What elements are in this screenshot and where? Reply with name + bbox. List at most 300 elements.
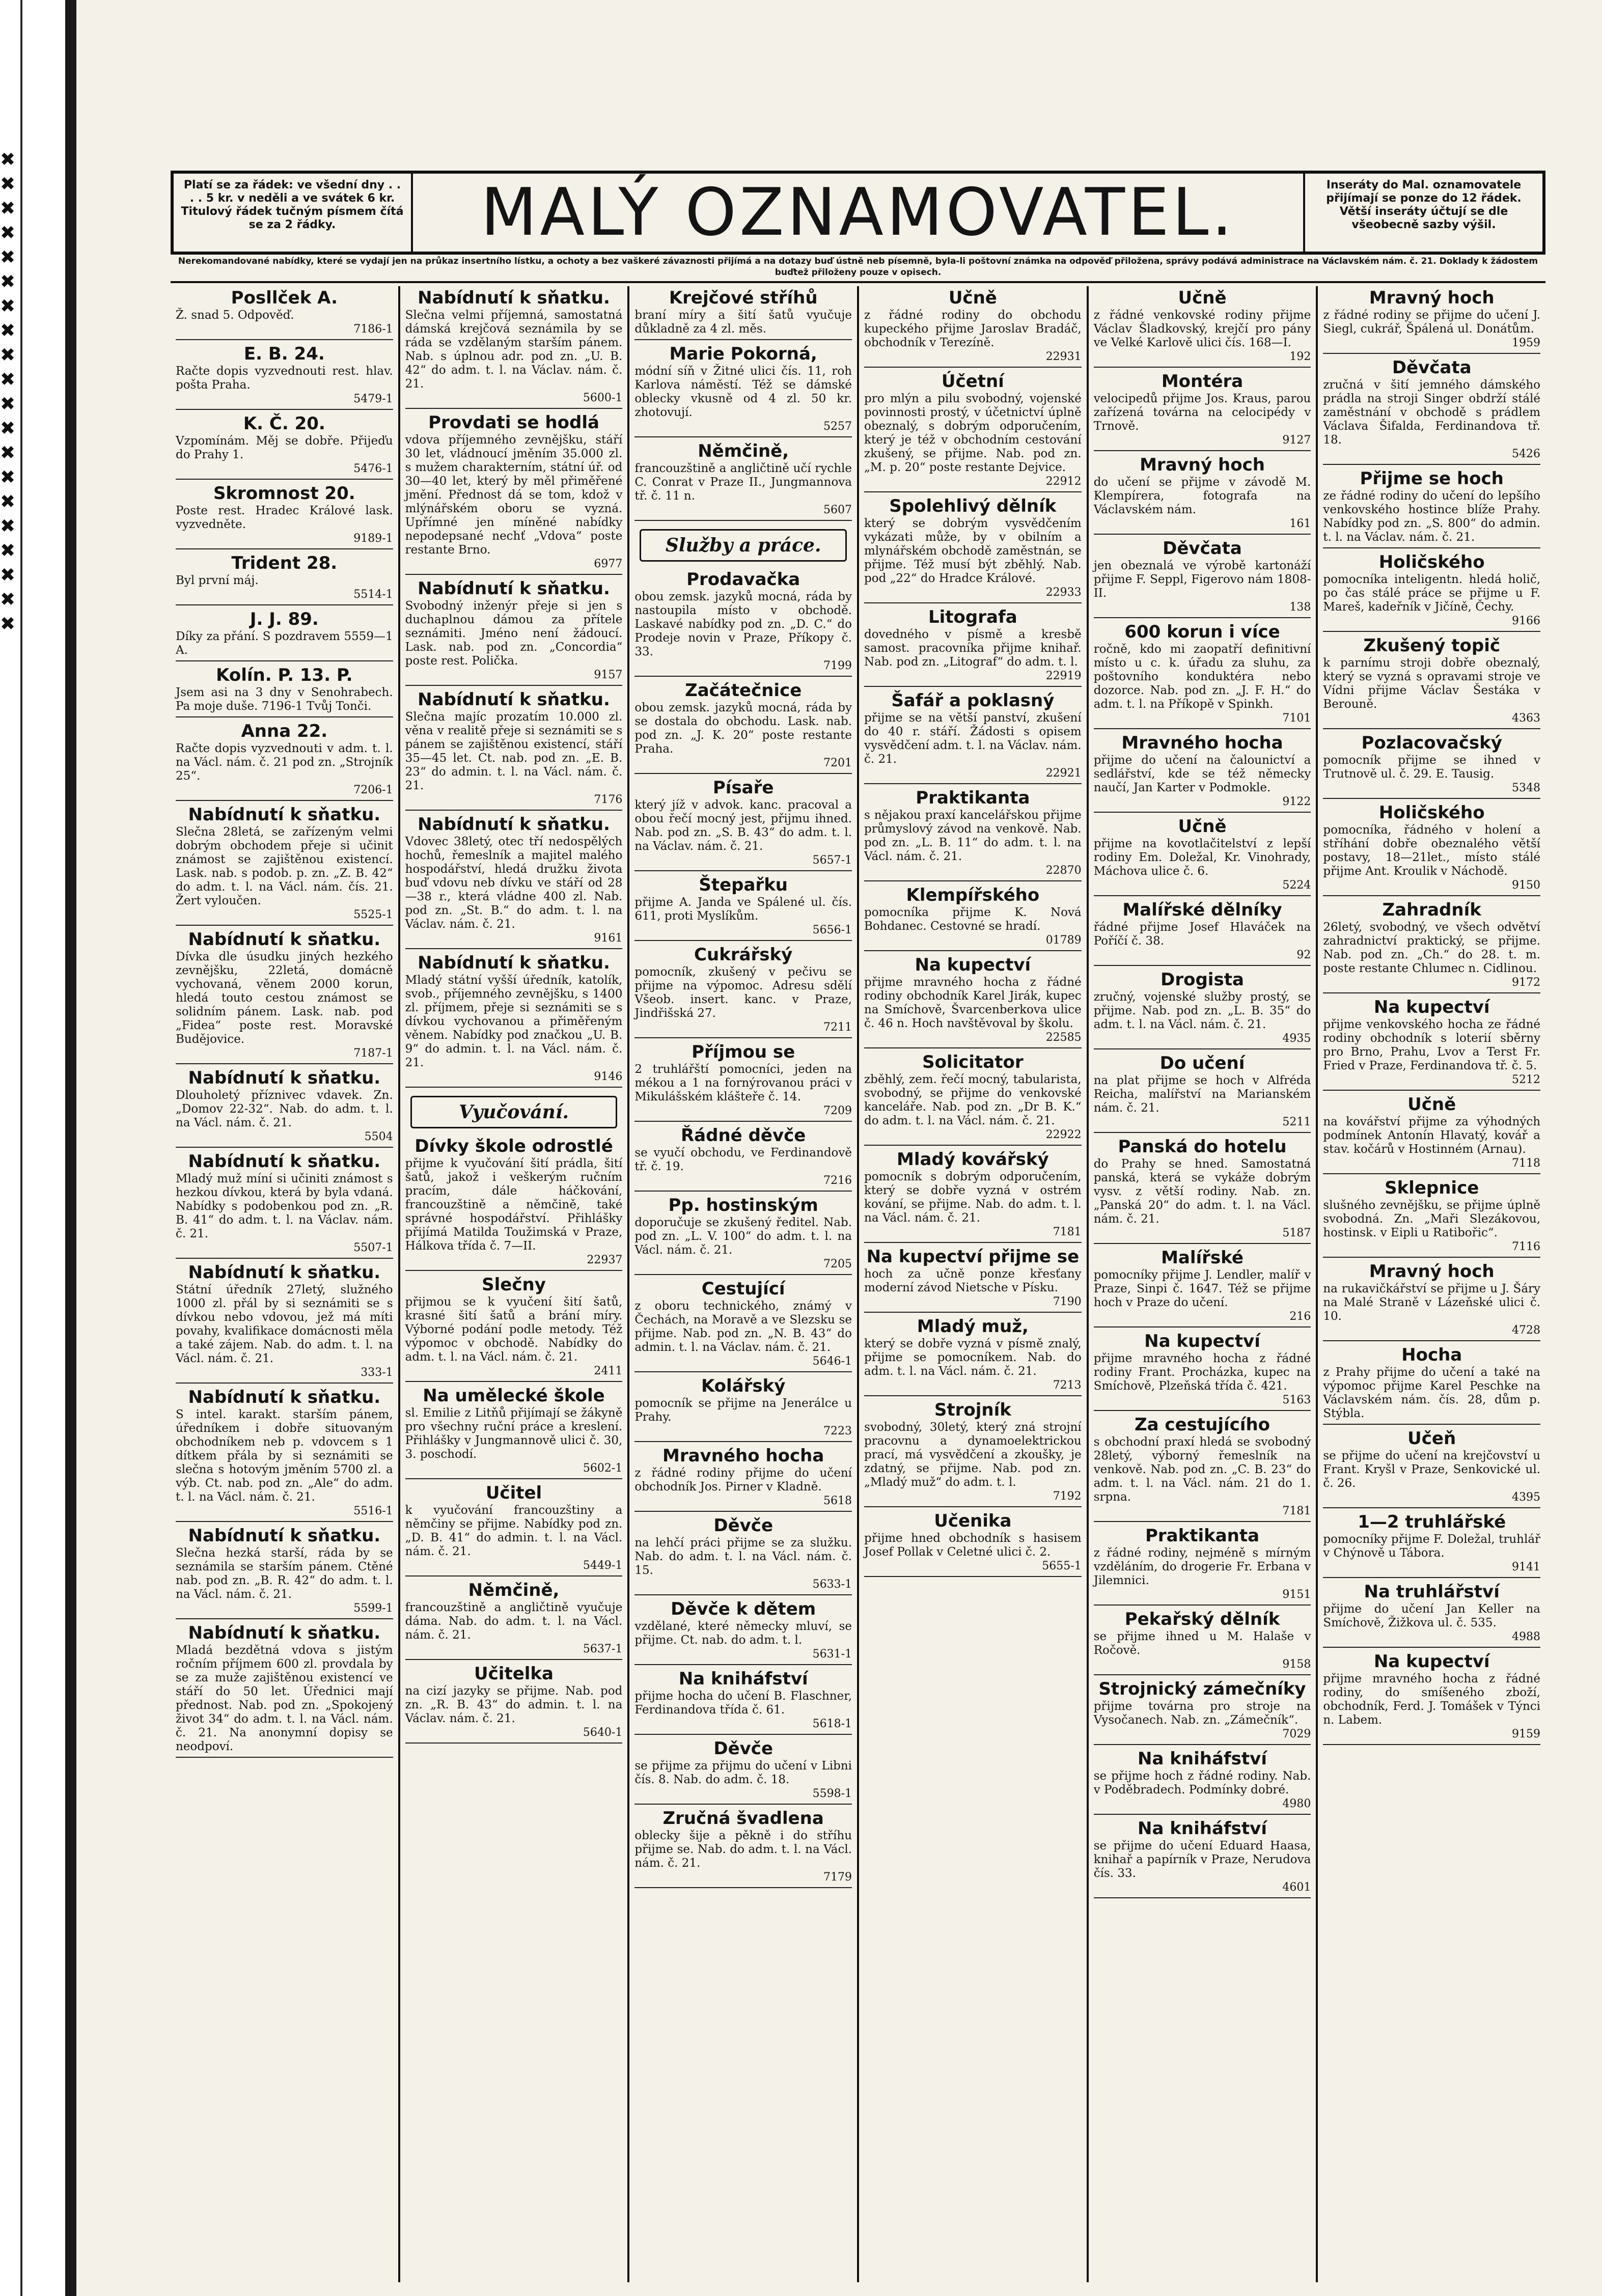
ad-body: přijme mravného hocha z řádné rodiny Frant. Procházka, kupec na Smíchově, Plzeňská třída č. 421. [1093,1352,1311,1393]
classified-ad [1094,1248,1311,1327]
classified-ad [1323,358,1540,465]
ad-number: 7211 [823,1021,852,1034]
classified-ad [864,1247,1082,1313]
ad-body: přijme do učení Jan Keller na Smíchově, Žižkova ul. č. 535. [1323,1602,1541,1629]
classified-ad [1323,1652,1540,1745]
ad-body: Byl první máj. [176,574,259,587]
ad-body: slušného zevnějšku, se přijme úplně svobodná. Zn. „Maři Slezákovou, hostinsk. v Eipli u Ratibořic“. [1323,1199,1541,1239]
ad-number: 22585 [1045,1031,1082,1044]
ad-body: k vyučování francouzštiny a němčiny se přijme. Nabídky pod zn. „D. B. 41“ do admin. t. l. na Václ. nám. č. 21. [405,1504,623,1558]
ad-body: se přijme hoch z řádné rodiny. Nab. v Poděbradech. Podmínky dobré. [1093,1769,1311,1796]
classified-ad [176,805,393,926]
ad-body: pro mlýn a pilu svobodný, vojenské povinnosti prostý, v účetnictví úplně obeznalý, s dobrým odporučením, který je též v obchodním cestování zkušený, se přijme. Nab. pod zn. „M. p. 20“ poste restante Dejvice. [864,392,1082,474]
ad-heading: Mladý kovářský [896,1149,1049,1170]
ad-body: přijmou se k vyučení šití šatů, krasné šití šatů a brání míry. Výborné podání podle metody. Též výpomoc v obchodě. Nabídky do adm. t. l. na Václ. nám. č. 21. [405,1295,623,1364]
ad-number: 5598-1 [812,1787,852,1800]
ad-heading: Cestující [701,1279,785,1299]
classified-ad [1094,1526,1311,1606]
ad-heading: Za cestujícího [1135,1415,1270,1435]
ad-heading: Nabídnutí k sňatku. [418,953,610,973]
ad-number: 5637-1 [583,1643,623,1655]
ad-heading: Na kupectví [915,955,1031,975]
ad-heading: Drogista [1161,970,1244,990]
ad-number: 138 [1289,601,1311,614]
ad-heading: Na truhlářství [1364,1582,1500,1602]
ad-body: oblecky šije a pěkně i do stříhu přijme se. Nab. do adm. t. l. na Václ. nám. č. 21. [634,1829,852,1870]
classified-ad [176,1388,393,1522]
classified-ad [405,1275,623,1382]
ad-number: 22870 [1045,864,1082,877]
classified-ad [1094,288,1311,368]
classified-ad [405,579,623,686]
classified-ad [176,414,393,480]
ad-heading: Strojník [934,1400,1011,1420]
classified-ad [176,1068,393,1148]
ad-heading: Učitel [485,1483,542,1503]
ad-body: Ž. snad 5. Odpověď. [176,309,294,322]
ad-body: přijme k vyučování šití prádla, šití šatů, jakož i veškerým ručním pracím, dále háčkování, francouzštině a němčině, také správné hospodářství. Přihlášky přijímá Matilda Toužimská v Praze, Hálkova třída č. 7—II. [405,1157,623,1253]
ad-body: pomocník se přijme na Jenerálce u Prahy. [634,1397,852,1424]
ad-body: vdova příjemného zevnějšku, stáří 30 let, vládnoucí jměním 35.000 zl. s mužem charakterním, státní úř. od 30—40 let, který by měl přiměřené jmění. Přednost dá se tom, kdož v mlýnářském oboru se vyzná. Upřímné jen míněné nabídky nepodepsané nechť „Vdova“ poste restante Brno. [405,433,623,557]
classified-ad [864,372,1082,492]
ad-number: 5656-1 [812,924,852,936]
ad-heading: Pp. hostinským [668,1195,818,1215]
ad-body: módní síň v Žitné ulici čís. 11, roh Karlova náměstí. Též se dámské oblecky vkusně od 4 zl. 50 kr. zhotovují. [634,365,852,419]
ad-heading: Cukrářský [694,945,793,965]
ad-number: 7216 [823,1174,852,1187]
classified-ad [176,1623,393,1758]
ad-body: Mladý státní vyšší úředník, katolík, svob., příjemného zevnějšku, s 1400 zl. příjmem, přeje si seznámiti se s dívkou vychovanou a přiměřeným věnem. Nabídky pod značkou „U. B. 9“ do admin. t. l. na Václ. nám. č. 21. [405,974,623,1069]
ad-number: 5476-1 [353,462,393,475]
ad-body: obou zemsk. jazyků mocná, ráda by nastoupila místo v obchodě. Laskavé nabídky pod zn. „D. C.“ do Prodeje novin v Praze, Příkopy č. 33. [634,590,852,658]
classified-ad [634,344,852,437]
page-title: MALÝ OZNAMOVATEL. [481,175,1235,251]
ad-number: 22912 [1045,475,1082,488]
ad-body: Jsem asi na 3 dny v Senohrabech. Pa moje duše. 7196-1 Tvůj Tonči. [176,686,393,713]
ad-heading: Děvče k dětem [671,1599,816,1619]
ad-body: pomocníka inteligentn. hledá holič, po čas stálé práce se přijme u F. Mareš, kadeřník v Jičíně, Čechy. [1323,573,1541,614]
ad-heading: Holičského [1378,552,1485,572]
ad-heading: Na kupectví [1373,997,1490,1017]
ad-body: 26letý, svobodný, ve všech odvětví zahradnictví praktický, se přijme. Nab. pod zn. „Ch.“ do 28. t. m. poste restante Chlumec n. Cidlinou. [1323,921,1541,975]
ad-body: braní míry a šití šatů vyučuje důkladně za 4 zl. měs. [634,309,852,336]
ad-body: pomocníka přijme K. Nová Bohdanec. Cestovné se hradí. [864,906,1082,933]
classified-ad [864,1053,1082,1146]
ad-body: doporučuje se zkušený ředitel. Nab. pod zn. „L. V. 100“ do adm. t. l. na Václ. nám. č. 21. [634,1216,852,1257]
ad-body: z řádné rodiny se přijme do učení J. Siegl, cukrář, Špálená ul. Donátům. [1323,309,1541,336]
ad-heading: Na kniháfství [1138,1749,1267,1769]
ad-body: se přijme do učení Eduard Haasa, knihař a papírník v Praze, Nerudova čís. 33. [1093,1839,1311,1880]
ad-heading: Kolářský [701,1376,786,1396]
ad-heading: Učně [1407,1094,1456,1115]
ad-number: 5618-1 [812,1718,852,1730]
ad-number: 7116 [1512,1240,1541,1253]
ad-body: svobodný, 30letý, který zná strojní pracovnu a dynamoelektrickou prací, má vysvědčení a zkoušky, je zdatný, se přijme. Nab. pod zn. „Mladý muž“ do adm. t. l. [864,1421,1082,1489]
ad-heading: Učně [1178,816,1227,837]
ad-body: Poste rest. Hradec Králové lask. vyzvedněte. [176,504,393,531]
ad-body: který se dobře vyzná v písmě znalý, přijme se pomocníkem. Nab. do adm. t. l. na Václ. nám. č. 21. [864,1337,1082,1378]
classified-ad [1094,1679,1311,1745]
classified-ad [176,554,393,605]
ad-number: 4395 [1512,1491,1541,1504]
ad-heading: Nabídnutí k sňatku. [418,578,610,599]
ad-heading: Na kupectví přijme se [866,1247,1080,1267]
ad-body: pomocníka, řádného v holení a stříhání dobře obeznalého větší postavy, 18—21let., místo stálé přijme Ant. Kroulik v Náchodě. [1323,823,1541,878]
ad-number: 7101 [1282,712,1311,725]
ad-body: pomocník přijme se ihned v Trutnově ul. č. 29. E. Tausig. [1323,754,1541,781]
ad-body: ze řádné rodiny do učení do lepšího venkovského hostince blíže Prahy. Nabídky pod zn. „S. 800“ do admin. t. l. na Václav. nám. č. 21. [1323,489,1541,544]
ad-number: 5646-1 [812,1355,852,1368]
ad-heading: Mravný hoch [1140,455,1265,475]
ad-body: Dlouholetý příznivec vdavek. Zn. „Domov 22-32“. Nab. do adm. t. l. na Václ. nám. č. 21. [176,1089,393,1129]
classified-ad [405,1483,623,1576]
ad-heading: Řádné děvče [681,1125,806,1146]
ad-heading: Pozlacovačský [1361,733,1502,753]
classified-ad [634,1446,852,1512]
ad-body: jen obeznalá ve výrobě kartonáží přijme F. Seppl, Figerovo nám 1808-II. [1093,559,1311,600]
classified-ad [864,1511,1082,1577]
ad-body: na plat přijme se hoch v Alfréda Reicha, malířství na Marianském nám. č. 21. [1093,1074,1311,1115]
ad-body: přijme mravného hocha z řádné rodiny obchodník Karel Jirák, kupec na Smíchově, Švarcenberkova ulice č. 46 n. Hoch navštěvoval by školu. [864,976,1082,1030]
classified-ad [405,953,623,1088]
ad-number: 5163 [1282,1394,1311,1406]
ad-number: 5348 [1512,782,1541,794]
ad-body: se vyučí obchodu, ve Ferdinandově tř. č. 19. [634,1146,852,1173]
ad-number: 5633-1 [812,1578,852,1591]
ad-number: 7209 [823,1104,852,1117]
ad-body: francouzštině a angličtině učí rychle C. Conrat v Praze II., Jungmannova tř. č. 11 n. [634,462,852,503]
classified-ad [864,1317,1082,1396]
ad-heading: Sklepnice [1385,1178,1479,1198]
ad-heading: Trident 28. [231,553,338,573]
classified-ad [1094,372,1311,451]
ad-body: z řádné rodiny do obchodu kupeckého přijme Jaroslav Bradáč, obchodník v Terezíně. [864,309,1082,349]
ad-body: pomocník s dobrým odporučením, který se dobře vyzná v ostrém kování, se přijme. Nab. do adm. t. l. na Václ. nám. č. 21. [864,1170,1082,1225]
ad-heading: Marie Pokorná, [669,344,817,364]
classified-ad [405,413,623,575]
column-3 [629,286,859,2282]
ad-heading: Hocha [1401,1345,1462,1365]
ad-body: Mladý muž míní si učiniti známost s hezkou dívkou, která by byla vdaná. Nabídky s podobenkou pod zn. „R. B. 41“ do adm. t. l. na Václav. nám. č. 21. [176,1172,393,1240]
ad-body: Vzpomínám. Měj se dobře. Přijeďu do Prahy 1. [176,434,393,461]
ad-number: 9146 [594,1070,623,1083]
newspaper-page [84,0,1556,2296]
classified-ad [864,886,1082,951]
ad-number: 5640-1 [583,1726,623,1739]
column-2 [400,286,630,2282]
ad-heading: Učitelka [474,1664,554,1684]
ad-number: 5504 [364,1130,393,1143]
ad-heading: Nabídnutí k sňatku. [188,1068,381,1088]
ad-heading: Na kniháfství [678,1669,808,1689]
classified-ad [1323,1095,1540,1174]
ad-heading: Mravného hocha [662,1446,824,1466]
ad-heading: Spolehlivý dělník [889,496,1057,516]
ad-heading: Na kupectví [1373,1651,1490,1672]
classified-ad [864,955,1082,1048]
masthead [171,171,1545,255]
ad-heading: Posllček A. [231,288,338,308]
ad-body: obou zemsk. jazyků mocná, ráda by se dostala do obchodu. Lask. nab. pod zn. „J. K. 20“ poste restante Praha. [634,701,852,756]
classified-ad [1094,1332,1311,1411]
classified-ad [1094,817,1311,896]
ad-number: 5257 [823,420,852,433]
classified-ad [176,344,393,410]
classified-ad [634,778,852,871]
ad-number: 7190 [1053,1295,1082,1308]
ad-heading: Nabídnutí k sňatku. [188,1526,381,1546]
ad-heading: Mladý muž, [917,1316,1029,1337]
ad-number: 4980 [1282,1797,1311,1810]
ad-body: na kovářství přijme za výhodných podmínek Antonín Hlavatý, kovář a stav. kočárů v Hostinném (Arnau). [1323,1115,1541,1156]
ad-heading: Prodavačka [686,569,800,590]
ad-number: 333-1 [361,1366,393,1379]
ad-number: 9127 [1282,434,1311,447]
ad-heading: Nabídnutí k sňatku. [418,814,610,835]
classified-ad [405,288,623,409]
ad-number: 4988 [1512,1630,1541,1643]
ad-body: sl. Emilie z Litňů přijímají se žákyně pro všechny ruční práce a kreslení. Přihlášky v Jungmannově ulici č. 30, 3. poschodí. [405,1406,623,1461]
classified-ad [1323,1512,1540,1578]
ad-body: do Prahy se hned. Samostatná panská, která se vykáže dobrým vysv. z větší rodiny. Nab. zn. „Panská 20“ do adm. t. l. na Václ. nám. č. 21. [1093,1157,1311,1226]
classified-ad [1094,1610,1311,1675]
ad-number: 5212 [1512,1073,1541,1086]
classified-ad [634,1196,852,1275]
ad-body: Slečna velmi příjemná, samostatná dámská krejčová seznámila by se ráda se vzdělaným starším pánem. Nab. s úplnou adr. pod zn. „U. B. 42“ do adm. t. l. na Václav. nám. č. 21. [405,309,623,391]
ad-heading: Solicitator [922,1052,1024,1072]
ad-number: 92 [1296,949,1311,961]
ad-body: francouzštině a angličtině vyučuje dáma. Nab. do adm. t. l. na Václ. nám. č. 21. [405,1601,623,1642]
ad-body: přijme továrna pro stroje na Vysočanech. Nab. zn. „Zámečník“. [1093,1700,1311,1727]
ad-heading: Anna 22. [241,721,328,741]
ad-number: 5602-1 [583,1462,623,1475]
ad-number: 7118 [1512,1157,1541,1170]
ad-heading: Mravný hoch [1369,1261,1495,1282]
ad-number: 01789 [1045,934,1082,947]
classified-ad [176,1152,393,1259]
ad-number: 161 [1289,517,1311,530]
ad-number: 9189-1 [353,532,393,545]
classified-ad [1323,1429,1540,1508]
ad-heading: Zručná švadlena [662,1808,824,1829]
ad-body: na rukavičkářství se přijme u J. Šáry na Malé Straně v Lázeňské ulici č. 10. [1323,1282,1541,1323]
ad-body: Račte dopis vyzvednouti rest. hlav. pošta Praha. [176,365,393,392]
ad-heading: Na umělecké škole [423,1386,605,1406]
ad-heading: Děvče [713,1515,774,1536]
classified-ad [1323,636,1540,729]
ad-number: 22937 [587,1254,623,1266]
ad-body: přijme se na větší panství, zkušení do 40 r. stáří. Žádosti s opisem vysvědčení adm. t. l. na Václav. nám. č. 21. [864,711,1082,766]
ad-number: 7199 [823,659,852,672]
classified-ad [1323,552,1540,632]
masthead-notice: Nerekomandované nabídky, které se vydají jen na průkaz insertního lístku, a ochoty a bez vaškeré závaznosti přijímá a na dotazy buď ústně neb písemně, byla-li poštovní známka na odpověď přiložena, správy podává administrace na Václavském nám. č. 21. Doklady k žádostem buďtež přiloženy pouze v opisech. [171,256,1545,283]
ad-body: Račte dopis vyzvednouti v adm. t. l. na Václ. nám. č. 21 pod zn. „Strojník 25“. [176,742,393,783]
classified-ad [864,691,1082,784]
ad-body: který jíž v advok. kanc. pracoval a obou řečí mocný jest, přijmu ihned. Nab. pod zn. „S. B. 43“ do adm. t. l. na Václav. nám. č. 21. [634,798,852,853]
ad-heading: E. B. 24. [243,344,325,364]
classified-ad [634,1599,852,1665]
classified-ad [1094,1415,1311,1522]
classified-ad [634,681,852,774]
classified-ad [864,1400,1082,1507]
ad-number: 7187-1 [353,1047,393,1060]
ad-heading: Děvčata [1163,538,1242,559]
ad-number: 9157 [594,669,623,681]
ad-number: 216 [1289,1310,1311,1323]
classified-ad [1323,1178,1540,1258]
ad-heading: Malířské [1161,1248,1244,1268]
classified-ad [1323,1582,1540,1648]
ad-body: Dívka dle úsudku jiných hezkého zevnějšku, 22letá, domácně vychovaná, věnem 2000 korun, hledá touto cestou známost se solidním pánem. Lask. nab. pod „Fidea“ poste rest. Moravské Budějovice. [176,950,393,1046]
classified-ad [634,1809,852,1888]
ad-body: Slečna majíc prozatím 10.000 zl. věna v realitě přeje si seznámiti se s pánem se zajištěnou existencí, stáří 35—45 let. Ct. nab. pod zn. „E. B. 23“ do admin. t. l. na Václ. nám. č. 21. [405,710,623,792]
ad-body: na cizí jazyky se přijme. Nab. pod zn. „R. B. 43“ do admin. t. l. na Václav. nám. č. 21. [405,1684,623,1725]
ad-body: zručný, vojenské služby prostý, se přijme. Nab. pod zn. „L. B. 35“ do adm. t. l. na Václ. nám. č. 21. [1093,990,1311,1031]
ad-number: 9151 [1282,1588,1311,1601]
ad-heading: Strojnický zámečníky [1098,1679,1306,1699]
ad-number: 5507-1 [353,1241,393,1254]
column-6 [1318,286,1545,2282]
ad-body: se přijme do učení na krejčovství u Frant. Kryšl v Praze, Senkovické ul. č. 26. [1323,1449,1541,1490]
column-5 [1089,286,1318,2282]
ad-heading: Štepařku [699,875,788,895]
ad-body: Slečna hezká starší, ráda by se seznámila se starším pánem. Ctěné nab. pod zn. „B. R. 42“ do adm. t. l. na Václ. nám. č. 21. [176,1546,393,1601]
classified-ad [634,1516,852,1595]
classified-ad [1323,1262,1540,1341]
ad-body: Státní úředník 27letý, služného 1000 zl. přál by si seznámiti se s dívkou nebo vdovou, jež má míti povahy, kvalifikace domácnosti měla a také zájem. Nab. do adm. t. l. na Václ. nám. č. 21. [176,1283,393,1365]
ad-heading: Mravný hoch [1369,288,1495,308]
ad-heading: Šafář a poklasný [891,690,1055,711]
ad-number: 6977 [594,558,623,570]
classified-ad [1323,1345,1540,1425]
ad-number: 2411 [594,1365,623,1377]
ad-number: 9141 [1512,1561,1541,1573]
ad-number: 5600-1 [583,392,623,404]
ad-number: 4363 [1512,712,1541,725]
classified-ad [176,288,393,340]
ad-number: 4935 [1282,1032,1311,1045]
ad-body: dovedného v písmě a kresbě samost. pracovníka přijme knihař. Nab. pod zn. „Litograf“ do adm. t. l. [864,628,1082,669]
ad-number: 9122 [1282,795,1311,808]
classified-ad [176,722,393,801]
ad-number: 7179 [823,1871,852,1884]
ad-heading: Zkušený topič [1363,635,1501,656]
ad-heading: Němčině, [468,1580,560,1600]
classified-ad [1323,469,1540,548]
classified-ad [634,441,852,521]
classified-ad [405,1137,623,1271]
ad-number: 4601 [1282,1881,1311,1894]
ad-heading: J. J. 89. [250,609,319,629]
ad-body: přijme A. Janda ve Spálené ul. čís. 611, proti Myslíkům. [634,896,852,923]
ad-body: přijme do učení na čalounictví a sedlářství, kde se též německy naučí, Jan Karter v Podmokle. [1093,754,1311,794]
ad-body: Slečna 28letá, se zařízeným velmi dobrým obchodem přeje si učinit známost se zajištěnou existencí. Lask. nab. s podob. p. zn. „Z. B. 42“ do adm. t. l. na Václ. nám. čís. 21. Žert vyloučen. [176,825,393,907]
ad-heading: Nabídnutí k sňatku. [188,1151,381,1172]
ad-number: 5449-1 [583,1559,623,1572]
classified-ad [1094,1749,1311,1815]
ad-number: 22922 [1045,1128,1082,1141]
classified-ad [1323,733,1540,799]
ad-heading: Němčině, [698,441,789,461]
ad-number: 9172 [1512,976,1541,989]
ad-number: 9166 [1512,615,1541,627]
ad-number: 7223 [823,1425,852,1437]
classified-ad [1094,1054,1311,1133]
ad-number: 22931 [1045,350,1082,363]
ad-number: 7186-1 [353,323,393,336]
ad-number: 7213 [1053,1379,1082,1392]
ad-body: 2 truhlářští pomocníci, jeden na mékou a 1 na fornýrovanou práci v Mikulášském klášteře č. 14. [634,1063,852,1103]
classified-ad [634,570,852,677]
ad-heading: Skromnost 20. [213,483,355,504]
classified-ad [1094,1137,1311,1244]
ad-number: 9150 [1512,879,1541,892]
ad-number: 5426 [1512,448,1541,460]
ad-body: k parnímu stroji dobře obeznalý, který se vyzná s opravami stroje ve Vídni přijme Václav Šestáka v Berouně. [1323,656,1541,711]
ad-number: 5514-1 [353,588,393,601]
ad-heading: Začátečnice [685,680,802,701]
ad-body: S intel. karakt. starším pánem, úředníkem i dobře situovaným obchodníkem neb p. vdovcem s 1 dítkem přála by si seznámiti se slečna s hotovým jměním 5700 zl. a výb. Ct. nab. pod zn. „Ale“ do adm. t. l. na Václ. nám. č. 21. [176,1408,393,1504]
ad-body: z Prahy přijme do učení a také na výpomoc přijme Karel Peschke na Václavském nám. čís. 28, dům p. Stýbla. [1323,1366,1541,1420]
ad-body: vzdělané, které německy mluví, se přijme. Ct. nab. do adm. t. l. [634,1620,852,1647]
ad-number: 7176 [594,793,623,806]
ad-body: z oboru technického, známý v Čechách, na Moravě a ve Slezsku se přijme. Nab. pod zn. „N. B. 43“ do admin. t. l. na Václav. nám. č. 21. [634,1299,852,1354]
ad-body: přijme hocha do učení B. Flaschner, Ferdinandova třída č. 61. [634,1690,852,1717]
ad-number: 5599-1 [353,1602,393,1615]
ad-number: 5187 [1282,1227,1311,1239]
ad-body: přijme venkovského hocha ze řádné rodiny obchodník s loterií sběrny pro Brno, Prahu, Lvov a Terst Fr. Fried v Praze, Ferdinandova tř. č. 5. [1323,1018,1541,1072]
ad-body: se přijme za přijmu do učení v Libni čís. 8. Nab. do adm. č. 18. [634,1759,852,1786]
classified-ad [1323,288,1540,354]
ad-heading: Účetní [941,371,1004,392]
ad-body: pomocník, zkušený v pečivu se přijme na výpomoc. Adresu sdělí Všeob. insert. kanc. v Praze, Jindřišská 27. [634,965,852,1020]
classified-ad [634,1279,852,1372]
ad-heading: Nabídnutí k sňatku. [188,1623,381,1643]
ad-number: 22933 [1045,586,1082,599]
ad-body: na lehčí práci přijme se za služku. Nab. do adm. t. l. na Václ. nám. č. 15. [634,1536,852,1577]
ad-columns [171,286,1545,2282]
ad-heading: Slečny [482,1275,546,1295]
ad-body: z řádné rodiny přijme do učení obchodník Jos. Pirner v Kladně. [634,1467,852,1493]
classified-ad [634,1376,852,1442]
classified-ad [864,496,1082,603]
ad-number: 5516-1 [353,1505,393,1517]
classified-ad [634,945,852,1038]
ad-number: 5607 [823,504,852,516]
ad-heading: Nabídnutí k sňatku. [418,288,610,308]
ad-number: 4728 [1512,1324,1541,1337]
ad-heading: Na kniháfství [1138,1818,1267,1839]
ad-number: 22921 [1045,767,1082,780]
section-heading-services: Služby a práce. [640,529,847,562]
ad-heading: 1—2 truhlářské [1358,1512,1506,1532]
ad-number: 5657-1 [812,854,852,867]
classified-ad [634,288,852,340]
classified-ad [405,690,623,811]
ad-heading: Učeň [1407,1428,1456,1449]
ad-number: 5479-1 [353,393,393,405]
ad-body: do učení se přijme v závodě M. Klempírera, fotografa na Václavském nám. [1093,476,1311,516]
ad-heading: Přijme se hoch [1360,468,1504,489]
classified-ad [634,1042,852,1122]
classified-ad [1094,455,1311,535]
ad-body: přijme na kovotlačitelství z lepší rodiny Em. Doležal, Kr. Vinohrady, Máchova ulice č. 6. [1093,837,1311,878]
ad-number: 192 [1289,350,1311,363]
ad-heading: 600 korun i více [1124,622,1280,642]
ad-heading: Panská do hotelu [1118,1137,1287,1157]
ad-heading: Montéra [1161,371,1244,392]
classified-ad [634,875,852,941]
